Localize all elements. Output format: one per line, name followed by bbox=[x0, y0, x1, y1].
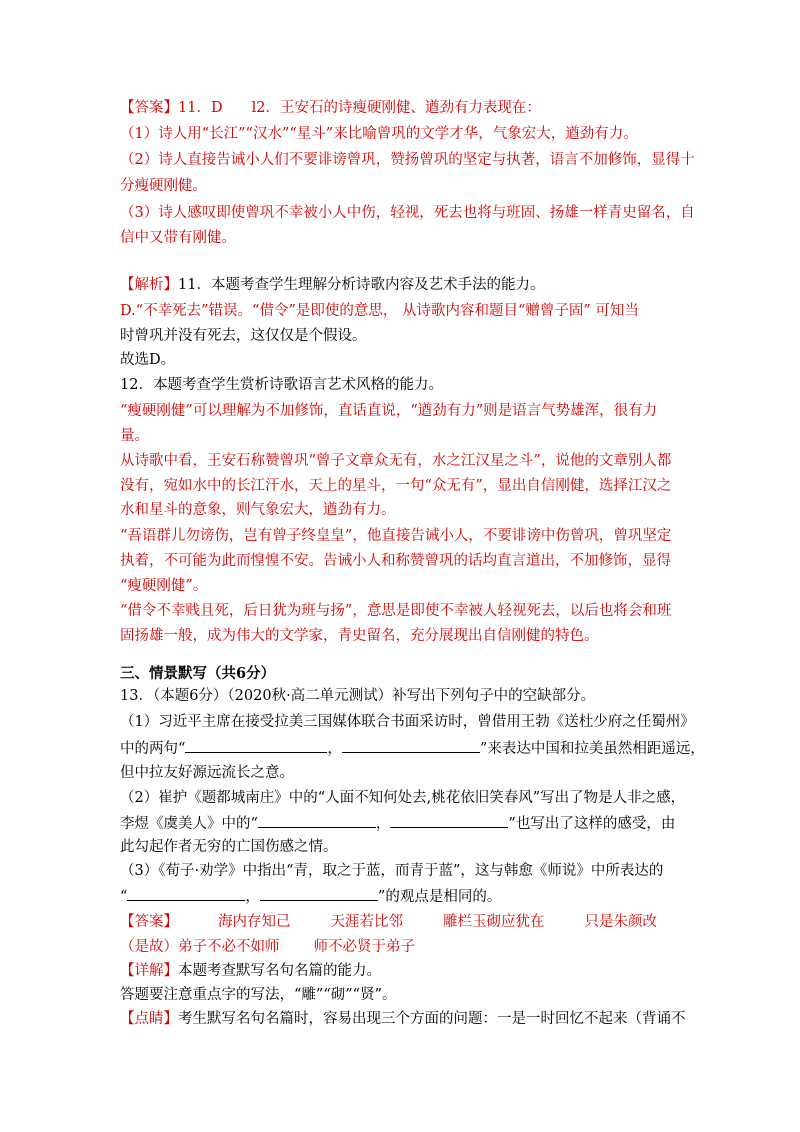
answer-line-2: （1）诗人用“长江”“汉水”“星斗”来比喻曾巩的文学才华，气象宏大，遒劲有力。 bbox=[120, 126, 638, 142]
blank-5[interactable] bbox=[127, 886, 245, 901]
analysis-line-2: D.“不幸死去”错误。“借令”是即使的意思， 从诗歌内容和题目“赠曾子固” 可知当 bbox=[120, 303, 639, 319]
answer-tag: 【答案】 bbox=[120, 100, 178, 116]
analysis-tag: 【解析】 bbox=[120, 277, 178, 293]
answer13-a5: （是故）弟子不必不如师 bbox=[120, 939, 280, 955]
q13-part1-line-b bbox=[120, 738, 705, 759]
p2-pre: 李煜《虞美人》中的“ bbox=[120, 816, 258, 832]
answer13-a4: 只是朱颜改 bbox=[584, 914, 657, 930]
analysis-line-10: 水和星斗的意象，则气象宏大，遒劲有力。 bbox=[120, 502, 396, 518]
detail13-line-2: 答题要注意重点字的写法，“雕”“砌”“贤”。 bbox=[120, 987, 397, 1003]
answer-line-1 bbox=[120, 98, 541, 118]
analysis-line-15: 固扬雄一般，成为伟大的文学家，青史留名，充分展现出自信刚健的特色。 bbox=[120, 628, 599, 644]
blank-6[interactable] bbox=[260, 886, 378, 901]
answer13-a1: 海内存知己 bbox=[218, 914, 291, 930]
question-13-stem: 13．（本题6分）（2020秋·高二单元测试）补写出下列句子中的空缺部分。 bbox=[120, 688, 596, 704]
p3-post: ”的观点是相同的。 bbox=[377, 889, 502, 905]
answer13-line-2 bbox=[120, 937, 415, 957]
analysis-line-12: 执着，不可能为此而惶惶不安。告诫小人和称赞曾巩的话均直言道出，不加修饰，显得 bbox=[120, 553, 671, 569]
analysis-line-9: 没有，宛如水中的长江汗水，天上的星斗，一句“众无有”，显出自信刚健，选择江汉之 bbox=[120, 478, 672, 494]
blank-2[interactable] bbox=[342, 738, 480, 753]
answer13-a2: 天涯若比邻 bbox=[330, 914, 403, 930]
answer13-a3: 雕栏玉砌应犹在 bbox=[443, 914, 545, 930]
answer-text: 11．D l2．王安石的诗瘦硬刚健、遒劲有力表现在： bbox=[178, 100, 541, 116]
analysis-line-1 bbox=[120, 275, 544, 295]
analysis-line-7: 量。 bbox=[120, 428, 149, 444]
analysis-line-14: “借令不幸贱且死，后日犹为班与扬”，意思是即使不幸被人轻视死去，以后也将会和班 bbox=[120, 603, 672, 619]
blank-3[interactable] bbox=[258, 813, 376, 828]
p1-post: ”来表达中国和拉美虽然相距遥远， bbox=[479, 741, 705, 757]
p2-post: ”也写出了这样的感受，由 bbox=[508, 816, 676, 832]
point13-text: 考生默写名句名篇时，容易出现三个方面的问题：一是一时回忆不起来（背诵不 bbox=[178, 1011, 686, 1027]
detail13-tag: 【详解】 bbox=[120, 963, 178, 979]
p3-mid: ， bbox=[245, 889, 260, 905]
answer-line-4: 分瘦硬刚健。 bbox=[120, 178, 207, 194]
answer13-line-1 bbox=[120, 912, 657, 932]
q13-part3-line-a: （3）《荀子·劝学》中指出“青，取之于蓝，而青于蓝”，这与韩愈《师说》中所表达的 bbox=[120, 863, 664, 879]
q13-part1-line-a: （1）习近平主席在接受拉美三国媒体联合书面采访时，曾借用王勃《送杜少府之任蜀州》 bbox=[120, 714, 695, 730]
q13-part2-line-a: （2）崔护《题都城南庄》中的“人面不知何处去,桃花依旧笑春风”写出了物是人非之感， bbox=[120, 790, 686, 806]
blank-4[interactable] bbox=[390, 813, 508, 828]
answer13-tag: 【答案】 bbox=[120, 914, 178, 930]
point13-tag: 【点睛】 bbox=[120, 1011, 178, 1027]
analysis-line-8: 从诗歌中看，王安石称赞曾巩“曾子文章众无有，水之江汉星之斗”，说他的文章别人都 bbox=[120, 453, 672, 469]
q13-part3-line-b bbox=[120, 886, 501, 907]
answer-line-3: （2）诗人直接告诫小人们不要诽谤曾巩，赞扬曾巩的坚定与执著，语言不加修饰，显得十 bbox=[120, 152, 695, 168]
analysis-line-4: 故选D。 bbox=[120, 352, 176, 368]
analysis-line-13: “瘦硬刚健”。 bbox=[120, 578, 208, 594]
detail13-line-1 bbox=[120, 961, 381, 981]
analysis-line-5: 12．本题考查学生赏析诗歌语言艺术风格的能力。 bbox=[120, 377, 443, 393]
p2-mid: ， bbox=[375, 816, 391, 832]
q13-part1-line-c: 但中拉友好源远流长之意。 bbox=[120, 765, 294, 781]
p3-pre: “ bbox=[120, 889, 128, 905]
blank-1[interactable] bbox=[185, 738, 327, 753]
answer-line-5: （3）诗人感叹即使曾巩不幸被小人中伤，轻视，死去也将与班固、扬雄一样青史留名，自 bbox=[120, 205, 695, 221]
p1-mid: ， bbox=[327, 741, 342, 757]
answer13-a6: 师不必贤于弟子 bbox=[313, 939, 415, 955]
analysis-text: 11．本题考查学生理解分析诗歌内容及艺术手法的能力。 bbox=[178, 277, 545, 293]
q13-part2-line-c: 此勾起作者无穷的亡国伤感之情。 bbox=[120, 839, 338, 855]
section-heading: 三、情景默写（共6分） bbox=[120, 665, 276, 682]
point13-line-1 bbox=[120, 1009, 686, 1029]
analysis-line-11: “吾语群儿勿谤伤，岂有曾子终皇皇”，他直接告诫小人，不要诽谤中伤曾巩，曾巩坚定 bbox=[120, 528, 672, 544]
q13-part2-line-b bbox=[120, 813, 675, 834]
answer-line-6: 信中又带有刚健。 bbox=[120, 230, 236, 246]
p1-pre: 中的两句“ bbox=[120, 741, 186, 757]
analysis-line-3: 时曾巩并没有死去，这仅仅是个假设。 bbox=[120, 328, 367, 344]
analysis-line-6: “瘦硬刚健”可以理解为不加修饰，直话直说，“遒劲有力”则是语言气势雄浑，很有力 bbox=[120, 403, 658, 419]
detail13-text: 本题考查默写名句名篇的能力。 bbox=[178, 963, 381, 979]
